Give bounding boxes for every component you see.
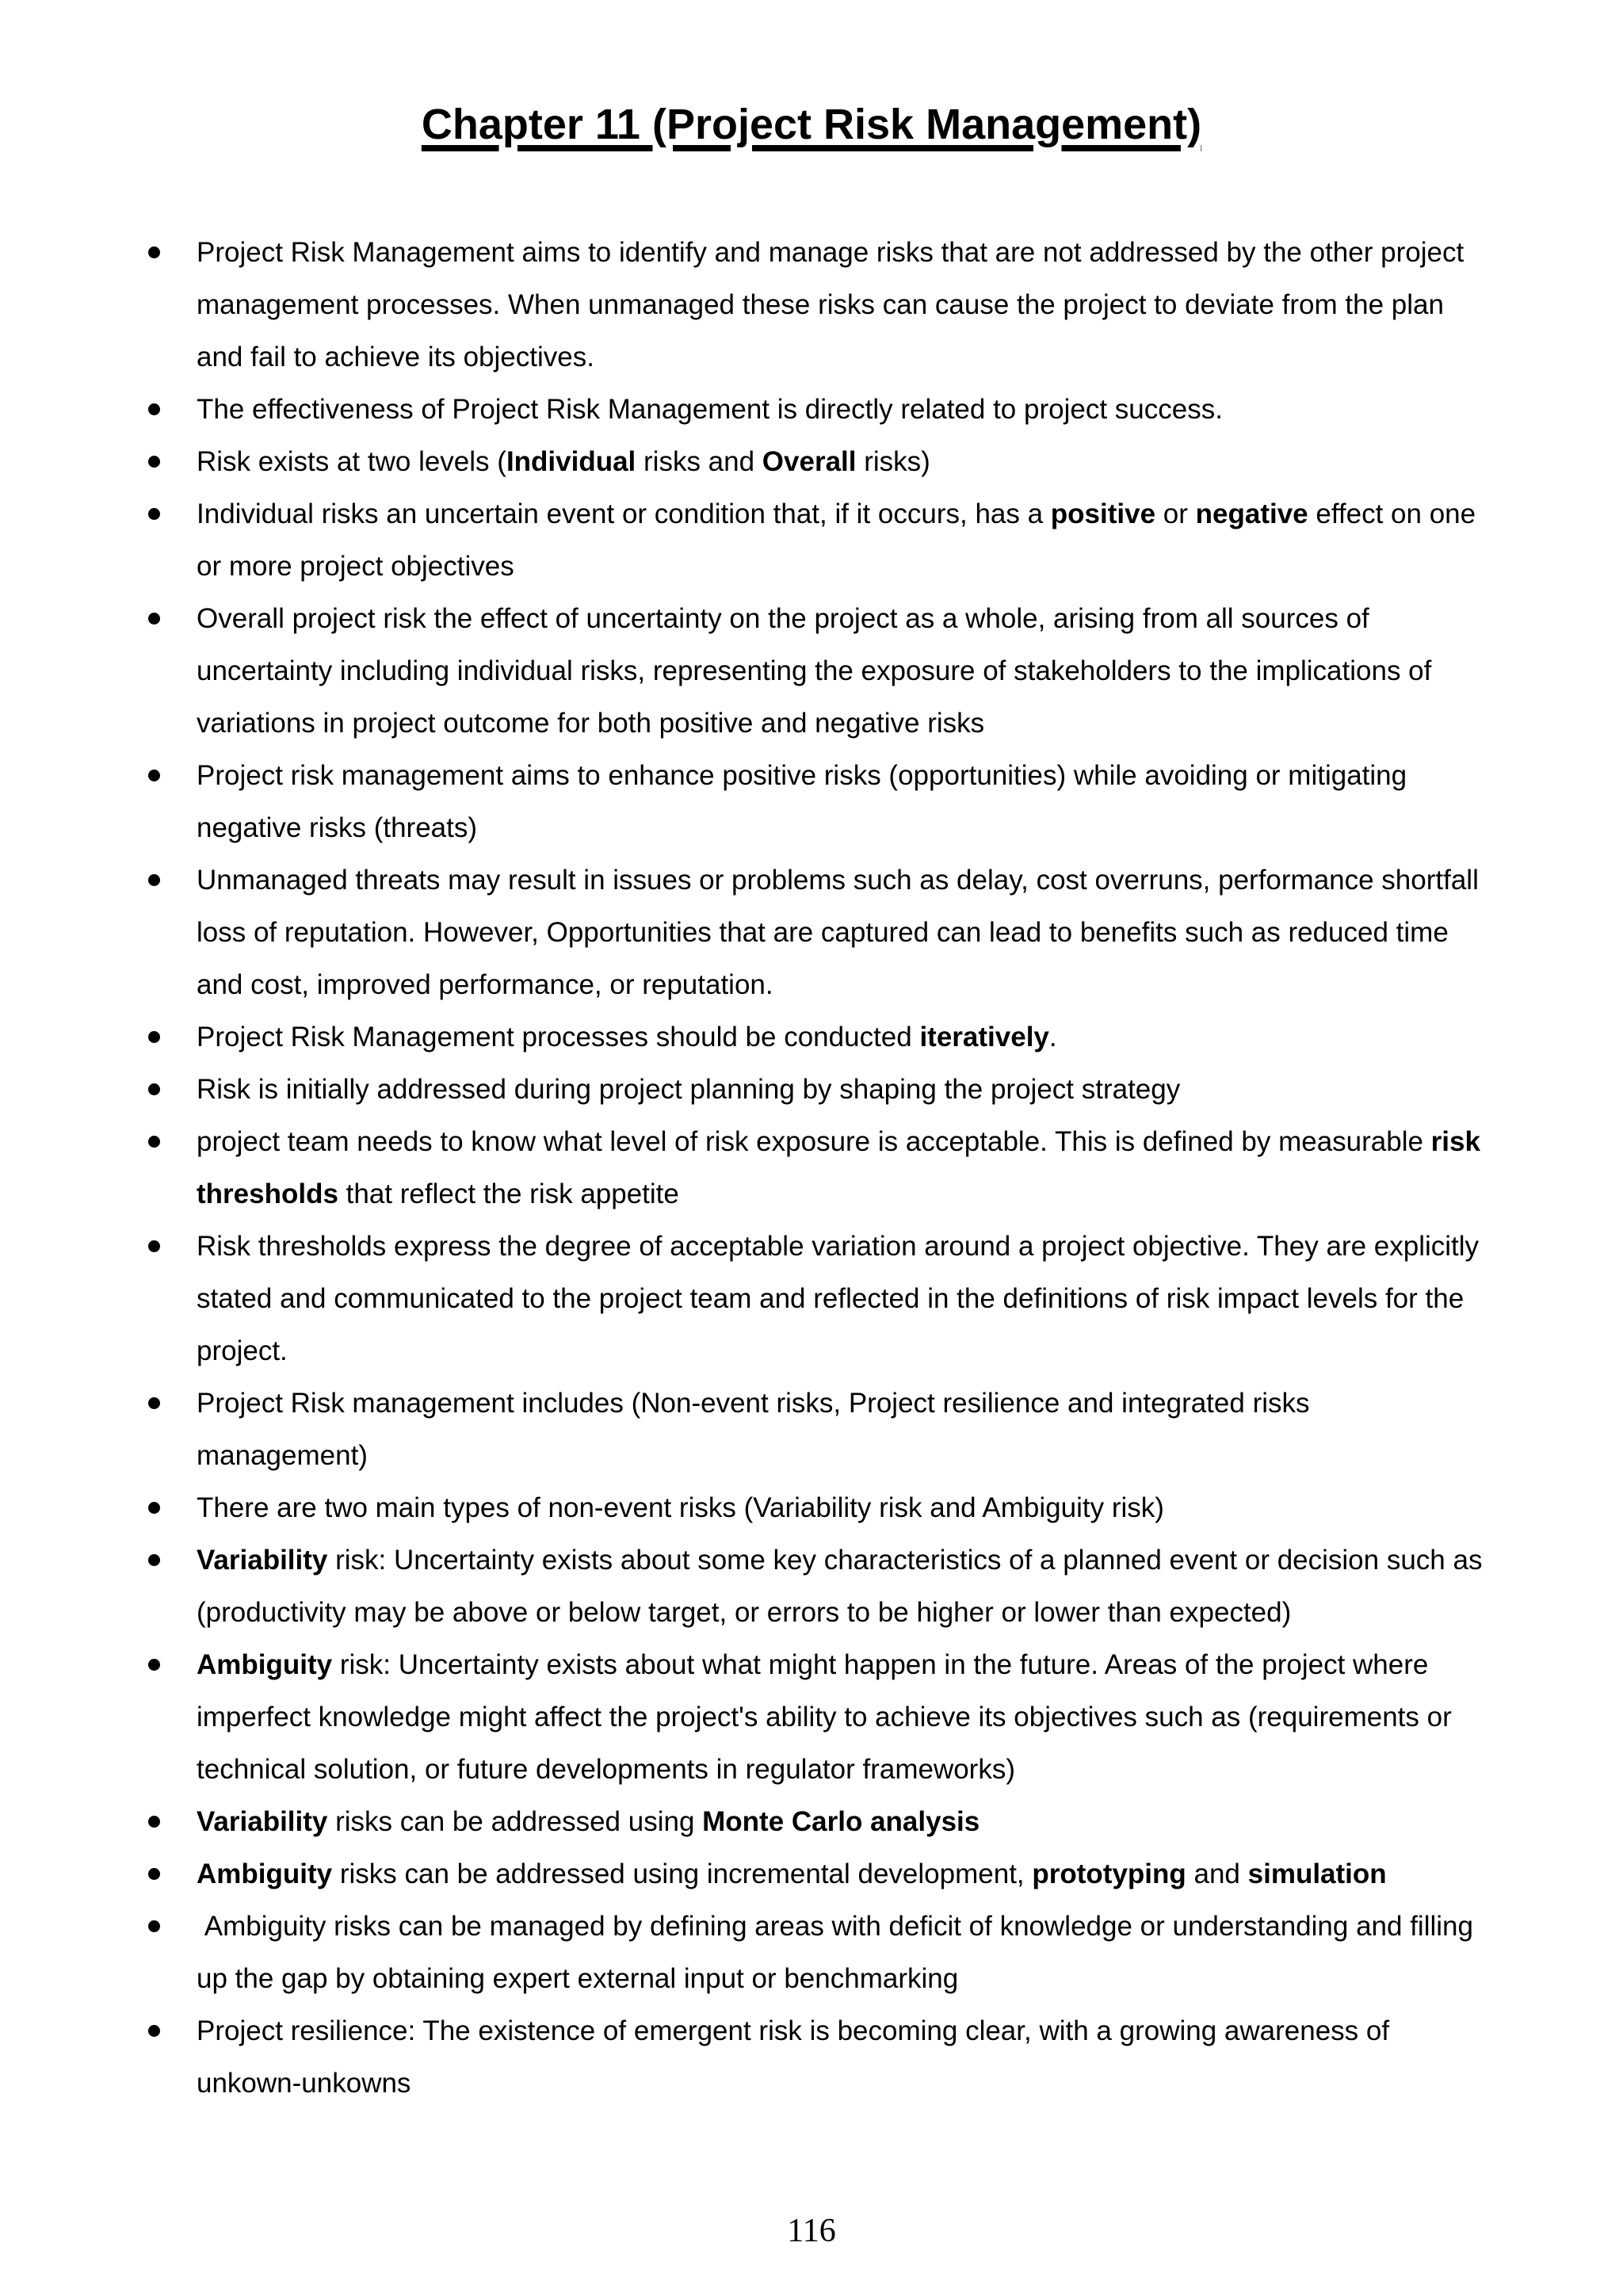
list-item — [197, 750, 1484, 854]
list-item — [197, 2005, 1484, 2110]
text-run: Individual — [506, 446, 636, 477]
bullet-list — [197, 227, 1491, 2110]
list-item — [197, 1064, 1484, 1116]
text-run: risk: Uncertainty exists about some key characteristics of a planned event or decision such as (productivity may be above or below target, or errors to be higher or lower than expected) — [197, 1545, 1491, 1628]
text-run: Risk is initially addressed during project planning by shaping the project strategy — [197, 1074, 1181, 1105]
text-run: and — [1186, 1859, 1248, 1889]
text-run: risk thresholds — [197, 1126, 1488, 1209]
list-item — [197, 1221, 1487, 1377]
text-run: Variability — [197, 1545, 328, 1576]
list-item — [197, 1482, 1484, 1534]
text-run: Monte Carlo analysis — [702, 1806, 980, 1837]
text-run: Risk exists at two levels ( — [197, 446, 506, 477]
text-run: or — [1155, 499, 1196, 529]
text-run: that reflect the risk appetite — [338, 1179, 679, 1209]
list-item — [197, 384, 1484, 436]
text-run: Individual risks an uncertain event or condition that, if it occurs, has a — [197, 499, 1051, 529]
list-item — [197, 1901, 1484, 2005]
text-run: Project Risk Management processes should be conducted — [197, 1022, 920, 1052]
text-run: risks and — [636, 446, 762, 477]
text-run: Ambiguity risks can be managed by defining areas with deficit of knowledge or understanding and filling up the gap by obtaining expert external input or benchmarking — [197, 1911, 1481, 1994]
text-run: Overall project risk the effect of uncertainty on the project as a whole, arising from all sources of uncertainty including individual risks, representing the exposure of stakeholders to the implications of variations in project outcome for both positive and negative risks — [197, 603, 1440, 739]
text-run: . — [1048, 1022, 1057, 1052]
text-run: simulation — [1247, 1859, 1387, 1889]
text-run: Project Risk management includes (Non-event risks, Project resilience and integrated risks management) — [197, 1388, 1318, 1471]
text-run: Project resilience: The existence of emergent risk is becoming clear, with a growing awareness of unkown-unkowns — [197, 2015, 1397, 2099]
page-title: Chapter 11 (Project Risk Management) — [421, 101, 1202, 148]
text-run: risks) — [856, 446, 930, 477]
list-item — [197, 227, 1484, 384]
text-run: There are two main types of non-event risks (Variability risk and Ambiguity risk) — [197, 1492, 1164, 1523]
text-run: Ambiguity — [197, 1859, 333, 1889]
text-run: prototyping — [1032, 1859, 1186, 1889]
list-item — [197, 1639, 1484, 1796]
text-run: Variability — [197, 1806, 328, 1837]
text-run: risks can be addressed using incremental development, — [332, 1859, 1033, 1889]
text-run: Overall — [762, 446, 857, 477]
list-item — [197, 1377, 1484, 1482]
list-item — [197, 436, 1484, 488]
list-item — [197, 1796, 1484, 1848]
list-item — [197, 1116, 1488, 1221]
list-item — [197, 593, 1484, 750]
text-run: Risk thresholds express the degree of acceptable variation around a project objective. They are explicitly stated and communicated to the project team and reflected in the definitions of risk impact levels for the project. — [197, 1231, 1487, 1366]
list-item — [197, 854, 1487, 1011]
text-run: project team needs to know what level of risk exposure is acceptable. This is defined by measurable — [197, 1126, 1431, 1157]
list-item — [197, 1848, 1484, 1901]
list-item — [197, 1011, 1484, 1064]
text-run: iteratively — [919, 1022, 1049, 1052]
list-item — [197, 488, 1484, 593]
text-run: risks can be addressed using — [327, 1806, 703, 1837]
text-run: negative — [1195, 499, 1308, 529]
page-number: 116 — [787, 2213, 836, 2249]
text-run: effect on one or more project objectives — [197, 499, 1484, 582]
text-run: The effectiveness of Project Risk Management is directly related to project success. — [197, 394, 1223, 425]
text-run: risk: Uncertainty exists about what might happen in the future. Areas of the project where imperfect knowledge might affect the project's ability to achieve its objectives such as (requirements or technical solution, or future developments in regulator frameworks) — [197, 1649, 1460, 1785]
text-run: Ambiguity — [197, 1649, 333, 1680]
list-item — [197, 1534, 1491, 1639]
text-run: Unmanaged threats may result in issues or problems such as delay, cost overruns, performance shortfall loss of reputation. However, Opportunities that are captured can lead to benefits such as reduced time and cost, improved performance, or reputation. — [197, 865, 1487, 1000]
text-run: Project risk management aims to enhance positive risks (opportunities) while avoiding or mitigating negative risks (threats) — [197, 760, 1415, 843]
text-run: Project Risk Management aims to identify and manage risks that are not addressed by the other project management processes. When unmanaged these risks can cause the project to deviate from the plan and fail to achieve its objectives. — [197, 237, 1472, 372]
text-run: positive — [1050, 499, 1156, 529]
